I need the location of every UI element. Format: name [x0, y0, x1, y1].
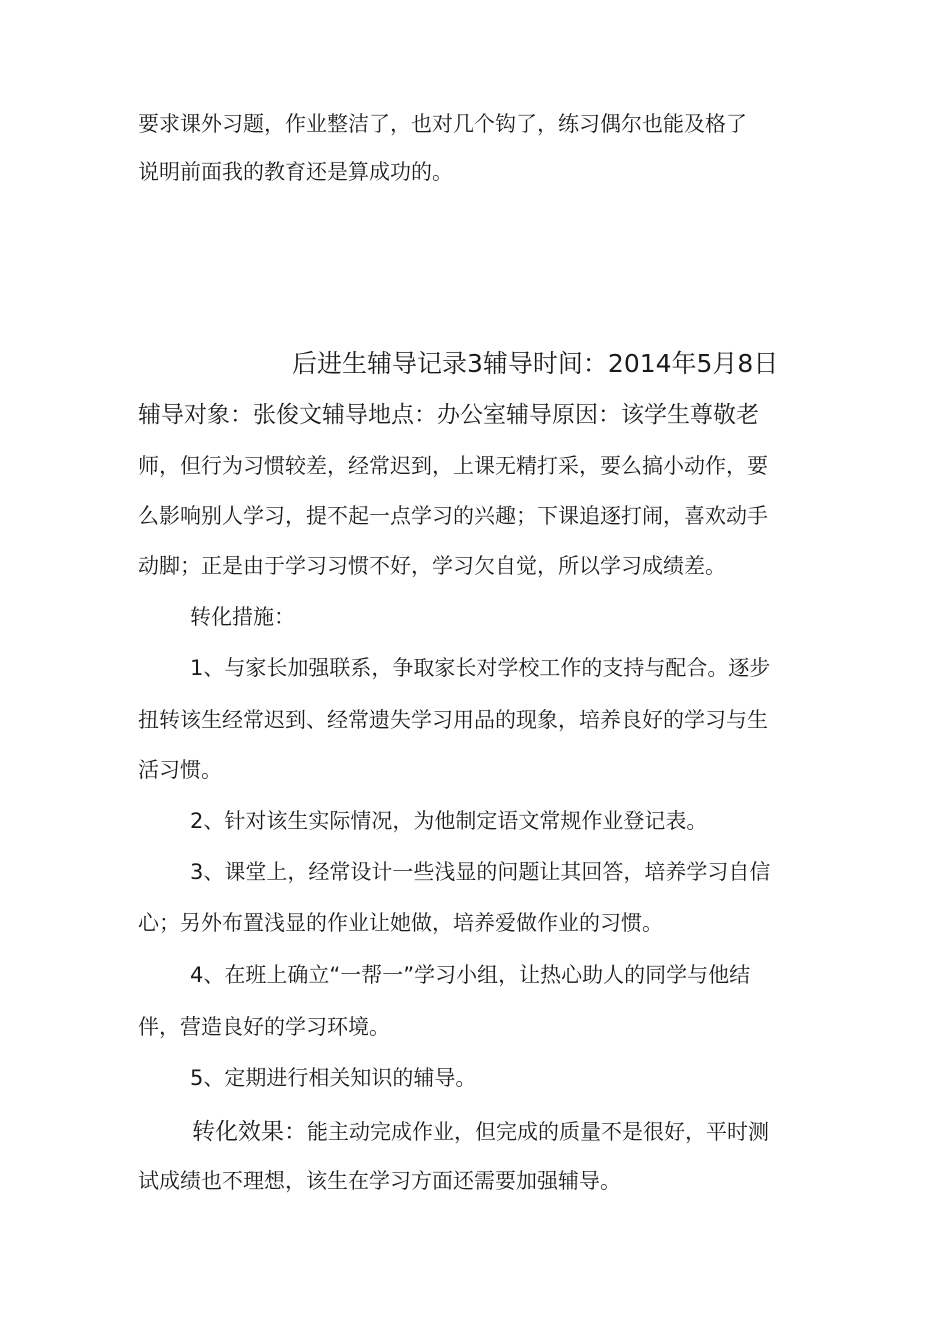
measure-5-line-1: 5、定期进行相关知识的辅导。 [190, 1066, 477, 1090]
reason-line-1: 辅导对象：张俊文辅导地点：办公室辅导原因：该学生尊敬老 [138, 402, 759, 428]
measure-4-line-2: 伴，营造良好的学习环境。 [138, 1015, 390, 1039]
effect-line-1 [192, 1113, 769, 1146]
measure-1-line-3: 活习惯。 [138, 758, 222, 782]
reason-line-2: 师，但行为习惯较差，经常迟到，上课无精打采，要么搞小动作，要 [138, 454, 768, 478]
record-heading: 后进生辅导记录3辅导时间：2014年5月8日 [292, 349, 779, 378]
top-paragraph-line-1: 要求课外习题，作业整洁了，也对几个钩了，练习偶尔也能及格了 [138, 112, 747, 136]
effect-label: 转化效果： [192, 1119, 307, 1145]
top-paragraph-line-2: 说明前面我的教育还是算成功的。 [138, 160, 453, 184]
measure-1-line-2: 扭转该生经常迟到、经常遗失学习用品的现象，培养良好的学习与生 [138, 708, 768, 732]
measure-3-line-2: 心；另外布置浅显的作业让她做，培养爱做作业的习惯。 [138, 911, 663, 935]
measure-4-line-1: 4、在班上确立“一帮一”学习小组，让热心助人的同学与他结 [190, 963, 751, 987]
measure-1-line-1: 1、与家长加强联系，争取家长对学校工作的支持与配合。逐步 [190, 656, 771, 680]
measure-3-line-1: 3、课堂上，经常设计一些浅显的问题让其回答，培养学习自信 [190, 860, 771, 884]
effect-line-2: 试成绩也不理想，该生在学习方面还需要加强辅导。 [138, 1169, 621, 1193]
reason-line-4: 动脚；正是由于学习习惯不好，学习欠自觉，所以学习成绩差。 [138, 554, 726, 578]
measures-title: 转化措施： [190, 605, 295, 629]
measure-2-line-1: 2、针对该生实际情况，为他制定语文常规作业登记表。 [190, 809, 708, 833]
reason-line-3: 么影响别人学习，提不起一点学习的兴趣；下课追逐打闹，喜欢动手 [138, 504, 768, 528]
effect-text-1: 能主动完成作业，但完成的质量不是很好，平时测 [307, 1120, 769, 1144]
